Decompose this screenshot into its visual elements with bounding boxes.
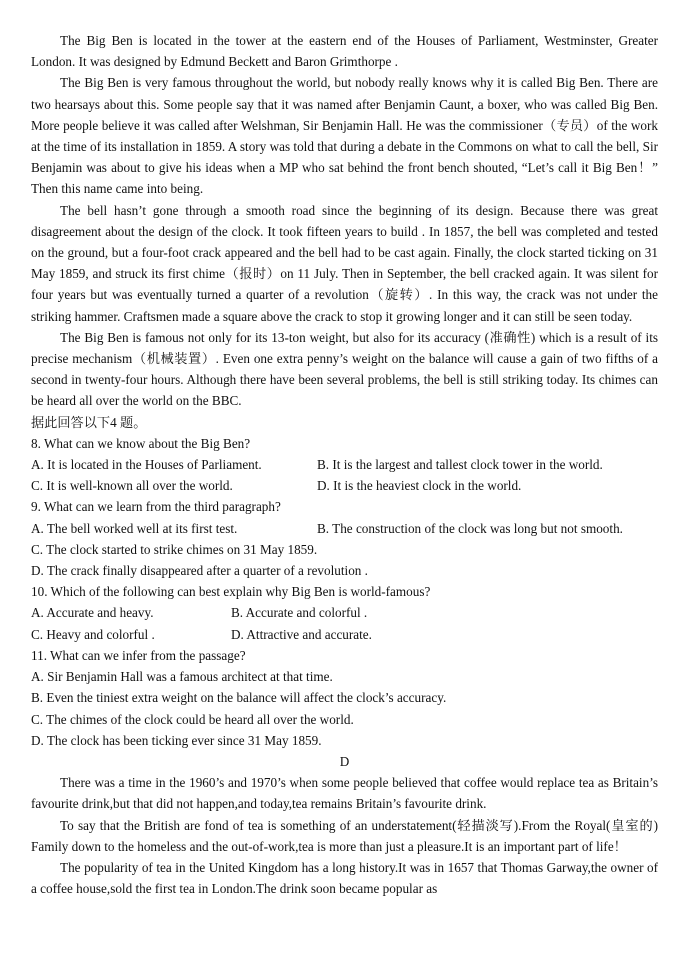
question-11: [31, 645, 658, 751]
option-a[interactable]: A. It is located in the Houses of Parliament.: [31, 457, 262, 473]
option-d[interactable]: D. The clock has been ticking ever since 31 May 1859.: [31, 732, 322, 748]
option-d[interactable]: D. The crack finally disappeared after a quarter of a revolution .: [31, 563, 368, 579]
option-row: [31, 602, 658, 623]
option-row: [31, 624, 658, 645]
passage-d: [31, 751, 658, 899]
question-stem: 8. What can we know about the Big Ben?: [31, 435, 251, 451]
option-c[interactable]: C. The chimes of the clock could be heard all over the world.: [31, 711, 354, 727]
question-stem: 9. What can we learn from the third paragraph?: [31, 499, 281, 515]
option-c[interactable]: C. It is well-known all over the world.: [31, 478, 233, 494]
passage-c-paragraph-4: The Big Ben is famous not only for its 13-ton weight, but also for its accuracy (准确性) which is a result of its precise mechanism（机械装置）. Even one extra penny’s weight on the balance will cause a gain of two fifths of a second in twenty-four hours. Although there have been several problems, the bell is still striking today. Its chimes can be heard all over the world on the BBC.: [31, 329, 658, 409]
passage-c-paragraph-2: The Big Ben is very famous throughout the world, but nobody really knows why it is called Big Ben. There are two hearsays about this. Some people say that it was named after Benjamin Caunt, a boxer, who was called Big Ben. More people believe it was called after Welshman, Sir Benjamin Hall. He was the commissioner（专员）of the work at the time of its installation in 1859. A story was told that during a debate in the Commons on what to call the bell, Sir Benjamin was about to give his ideas when a MP who sat behind the front bench shouted, “Let’s call it Big Ben！” Then this name came into being.: [31, 75, 658, 197]
option-row: [31, 454, 658, 475]
passage-d-paragraph-3: The popularity of tea in the United Kingdom has a long history.It was in 1657 that Thomas Garway,the owner of a coffee house,sold the first tea in London.The drink soon became popular as: [31, 859, 658, 897]
option-d[interactable]: D. Attractive and accurate.: [231, 626, 372, 642]
question-stem: 10. Which of the following can best explain why Big Ben is world-famous?: [31, 584, 431, 600]
option-row: [31, 518, 658, 539]
passage-c-paragraph-1: The Big Ben is located in the tower at the eastern end of the Houses of Parliament, Westminster, Greater London. It was designed by Edmund Beckett and Baron Grimthorpe .: [31, 33, 658, 70]
question-stem: 11. What can we infer from the passage?: [31, 647, 246, 663]
option-a[interactable]: A. Accurate and heavy.: [31, 605, 154, 621]
option-c[interactable]: C. The clock started to strike chimes on 31 May 1859.: [31, 541, 318, 557]
question-9: [31, 496, 658, 581]
option-d[interactable]: D. It is the heaviest clock in the world.: [317, 478, 522, 494]
option-b[interactable]: B. It is the largest and tallest clock tower in the world.: [317, 457, 603, 473]
question-8: [31, 433, 658, 497]
option-c[interactable]: C. Heavy and colorful .: [31, 626, 155, 642]
option-b[interactable]: B. Accurate and colorful .: [231, 605, 368, 621]
option-a[interactable]: A. The bell worked well at its first test.: [31, 520, 238, 536]
option-b[interactable]: B. Even the tiniest extra weight on the balance will affect the clock’s accuracy.: [31, 690, 447, 706]
passage-c-paragraph-3: The bell hasn’t gone through a smooth road since the beginning of its design. Because there was great disagreement about the design of the clock. It took fifteen years to build . In 1857, the bell was completed and tested on the ground, but a four-foot crack appeared and the bell had to be cast again. Finally, the clock started ticking on 31 May 1859, and struck its first chime（报时）on 11 July. Then in September, the bell cracked again. It was silent for four years but was eventually turned a quarter of a revolution（旋转）. In this way, the crack was not under the striking hammer. Craftsmen made a square above the crack to stop it growing longer and it can still be seen today.: [31, 202, 658, 324]
option-b[interactable]: B. The construction of the clock was long but not smooth.: [317, 520, 623, 536]
passage-c: [31, 30, 658, 433]
passage-d-paragraph-2: To say that the British are fond of tea is something of an understatement(轻描淡写).From the Royal(皇室的) Family down to the homeless and the out-of-work,tea is more than just a pleasure.It is an important part of life！: [31, 817, 658, 854]
option-a[interactable]: A. Sir Benjamin Hall was a famous architect at that time.: [31, 669, 333, 685]
section-label: D: [339, 753, 350, 769]
option-row: [31, 475, 658, 496]
passage-d-paragraph-1: There was a time in the 1960’s and 1970’s when some people believed that coffee would replace tea as Britain’s favourite drink,but that did not happen,and today,tea remains Britain’s favourite drink.: [31, 775, 658, 812]
instruction-text: 据此回答以下4 题。: [31, 414, 147, 430]
question-10: [31, 581, 658, 645]
